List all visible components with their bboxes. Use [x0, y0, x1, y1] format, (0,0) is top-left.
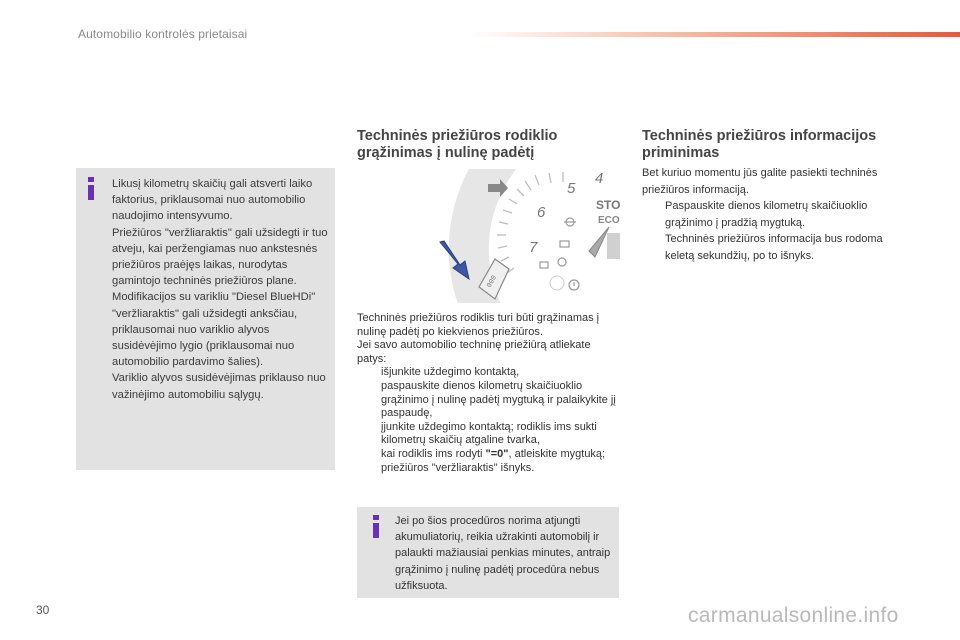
dial-number: 6 — [537, 204, 546, 221]
dial-eco-label: ECO — [598, 215, 620, 226]
reset-step: kai rodiklis ims rodyti "=0", atleiskite mygtuką; priežiūros "veržliaraktis" išnyks. — [381, 447, 606, 474]
dial-stop-label: STO — [596, 198, 620, 212]
reminder-section-title: Techninės priežiūros informacijos priminimas — [642, 128, 877, 161]
svg-text:000: 000 — [485, 274, 500, 290]
reminder-intro: Bet kuriuo momentu jūs galite pasiekti techninės priežiūros informaciją. — [642, 167, 878, 196]
left-note-paragraph: Likusį kilometrų skaičių gali atsverti laiko faktorius, priklausomai nuo automobilio naudojimo intensyvumo. — [112, 178, 313, 223]
reset-step: įjunkite uždegimo kontaktą; rodiklis ims sukti kilometrų skaičių atgaline tvarka, — [381, 420, 597, 447]
dial-number: 5 — [567, 180, 576, 197]
zero-display-text: "=0" — [485, 447, 509, 460]
left-note-text — [112, 176, 330, 403]
warning-lights — [540, 218, 579, 290]
reset-step: paspauskite dienos kilometrų skaičiuoklio grąžinimo į nulinę padėtį mygtuką ir palaikykite jį paspaudę, — [381, 379, 616, 420]
left-note-paragraph: Modifikacijos su varikliu "Diesel BlueHDi" "veržliaraktis" gali užsidegti anksčiau, priklausomai nuo variklio alyvos susidėvėjimo lygio (priklausomai nuo automobilio pardavimo šalies). — [112, 291, 316, 369]
dashboard-dial-illustration — [357, 169, 620, 303]
left-note-paragraph: Variklio alyvos susidėvėjimas priklauso nuo važinėjimo automobiliu sąlygų. — [112, 372, 326, 401]
reminder-step-note: Techninės priežiūros informacija bus rodoma keletą sekundžių, po to išnyks. — [665, 233, 883, 262]
dial-number: 4 — [595, 170, 604, 187]
page-number: 30 — [36, 603, 50, 617]
reset-section-title: Techninės priežiūros rodiklio grąžinimas į nulinę padėtį — [357, 128, 558, 161]
header-accent-bar — [470, 32, 960, 37]
watermark: carmanualsonline.info — [688, 604, 899, 627]
reset-intro: Techninės priežiūros rodiklis turi būti grąžinamas į nulinę padėtį po kiekvienos priežiūros. — [357, 312, 600, 338]
reset-step: išjunkite uždegimo kontaktą, — [381, 366, 520, 379]
reminder-instructions — [642, 165, 904, 264]
reset-instructions — [357, 312, 619, 475]
reset-note-text: Jei po šios procedūros norima atjungti akumuliatorių, reikia užrakinti automobilį ir palaukti mažiausiai penkias minutes, antraip grąžinimo į nulinę padėtį procedūra nebus užfiksuota. — [395, 515, 611, 592]
dial-svg — [357, 169, 620, 303]
header-title: Automobilio kontrolės prietaisai — [78, 27, 248, 41]
reminder-step: Paspauskite dienos kilometrų skaičiuoklio grąžinimo į pradžią mygtuką. — [665, 200, 868, 229]
reset-intro-2: Jei savo automobilio techninę priežiūrą atliekate patys: — [357, 339, 591, 365]
left-note-paragraph: Priežiūros "veržliaraktis" gali užsidegti ir tuo atveju, kai peržengiamas nuo ankstesnės priežiūros praėjęs laikas, nurodytas gamintojo techninės priežiūros plane. — [112, 226, 328, 288]
dial-number: 7 — [529, 239, 538, 256]
